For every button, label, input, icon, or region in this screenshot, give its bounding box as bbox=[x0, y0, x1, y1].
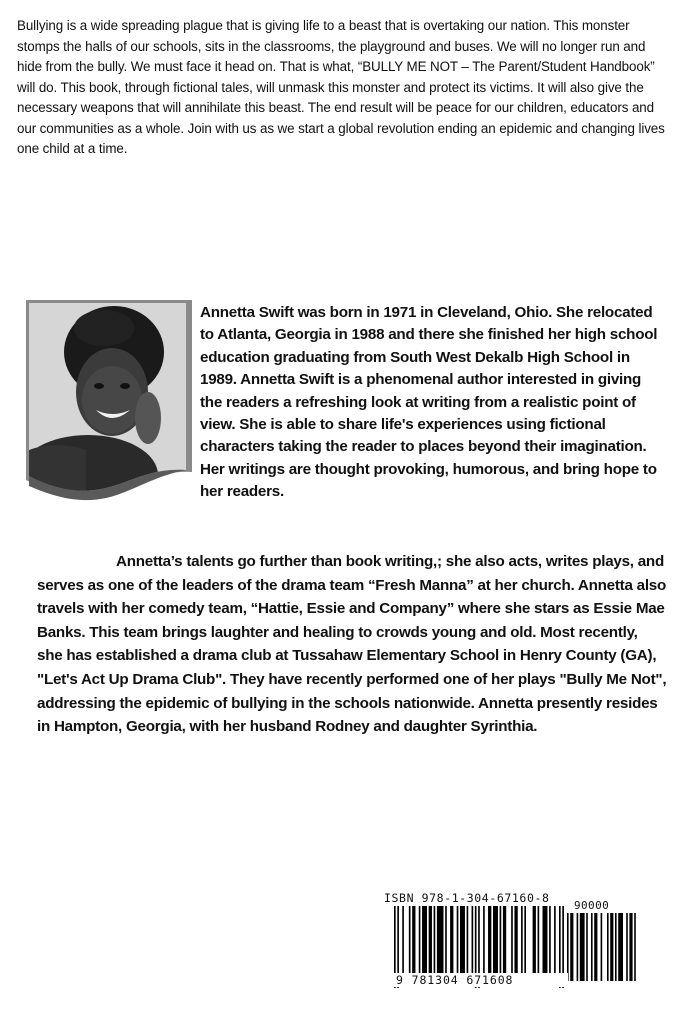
price-code: 90000 bbox=[574, 899, 610, 912]
barcode-bar bbox=[419, 906, 421, 980]
barcode-bar bbox=[488, 906, 491, 980]
barcode-bar bbox=[437, 906, 444, 980]
barcode-bar bbox=[467, 906, 469, 980]
author-bio-paragraph-2-text: Annetta’s talents go further than book writing,; she also acts, writes plays, and serves as one of the leaders of the drama team “Fresh Manna” at her church. Annetta also travels with her comedy team, “Hattie, Essie and Company” where she stars as Essie Mae Banks. This team brings laughter and healing to crowds young and old. Most recently, she has established a drama club at Tussahaw Elementary School in Henry County (GA), "Let's Act Up Drama Club". They have recently performed one of her plays "Bully Me Not", addressing the epidemic of bullying in the schools nationwide. Annetta presently resides in Hampton, Georgia, with her husband Rodney and daughter Syrinthia. bbox=[37, 553, 667, 736]
barcode-bar bbox=[511, 906, 513, 980]
barcode-bar bbox=[500, 906, 502, 980]
barcode-bar bbox=[450, 906, 453, 980]
barcode-bar bbox=[483, 906, 485, 980]
isbn-barcode bbox=[384, 891, 654, 997]
barcode-bar bbox=[434, 906, 436, 980]
barcode-bar bbox=[457, 906, 459, 980]
author-bio-paragraph-2 bbox=[37, 550, 667, 739]
back-cover-blurb: Bullying is a wide spreading plague that is giving life to a beast that is overtaking our nation. This monster stomps the halls of our schools, sits in the classrooms, the playground and buses. We will no longer run and hide from the bully. We must face it head on. That is what, “BULLY ME NOT – The Parent/Student Handbook” will do. This book, through fictional tales, will unmask this monster and protect its victims. It will also give the necessary weapons that will annihilate this beast. The end result will be peace for our children, educators and our communities as a whole. Join with us as we start a global revolution ending an epidemic and changing lives one child at a time. bbox=[17, 18, 665, 156]
barcode-bar bbox=[567, 913, 569, 981]
barcode-bar bbox=[634, 913, 636, 981]
barcode-bar bbox=[577, 913, 579, 981]
barcode-bar bbox=[445, 906, 447, 980]
barcode-bar bbox=[618, 913, 623, 981]
barcode-bar bbox=[615, 913, 617, 981]
barcode-bar bbox=[580, 913, 585, 981]
barcode-bar bbox=[412, 906, 415, 980]
barcode-bar bbox=[521, 906, 523, 980]
addon-barcode-bars bbox=[567, 913, 637, 989]
barcode-bar bbox=[629, 913, 632, 981]
barcode-bar bbox=[586, 913, 588, 981]
barcode-bar bbox=[533, 906, 536, 980]
barcode-bar bbox=[503, 906, 506, 980]
barcode-bar bbox=[626, 913, 628, 981]
barcode-bar bbox=[538, 906, 540, 980]
author-bio-paragraph-1: Annetta Swift was born in 1971 in Cleveland, Ohio. She relocated to Atlanta, Georgia in 1988 and there she finished her high school education graduating from South West Dekalb High School in 1989. Annetta Swift is a phenomenal author interested in giving the readers a refreshing look at writing from a realistic point of view. She is able to share life's experiences using fictional characters taking the reader to places beyond their imagination. Her writings are thought provoking, humorous, and bring hope to her readers. bbox=[200, 304, 658, 501]
barcode-bar bbox=[402, 906, 404, 980]
barcode-digits: 9 781304 671608 bbox=[384, 973, 568, 987]
barcode-bar bbox=[460, 906, 465, 980]
barcode-bar bbox=[472, 906, 474, 980]
isbn-label: ISBN 978-1-304-67160-8 bbox=[384, 891, 550, 905]
barcode-bar bbox=[591, 913, 593, 981]
barcode-bar bbox=[610, 913, 613, 981]
barcode-bar bbox=[429, 906, 432, 980]
barcode-bar bbox=[422, 906, 427, 980]
barcode-bar bbox=[607, 913, 609, 981]
barcode-bar bbox=[514, 906, 517, 980]
barcode-bar bbox=[493, 906, 498, 980]
author-photo bbox=[26, 300, 192, 508]
barcode-bar bbox=[601, 913, 603, 981]
barcode-bar bbox=[524, 906, 526, 980]
barcode-bar bbox=[409, 906, 411, 980]
barcode-bar bbox=[570, 913, 573, 981]
barcode-bar bbox=[594, 913, 597, 981]
barcode-bar bbox=[543, 906, 548, 980]
barcode-bar bbox=[549, 906, 551, 980]
barcode-bar bbox=[554, 906, 556, 980]
